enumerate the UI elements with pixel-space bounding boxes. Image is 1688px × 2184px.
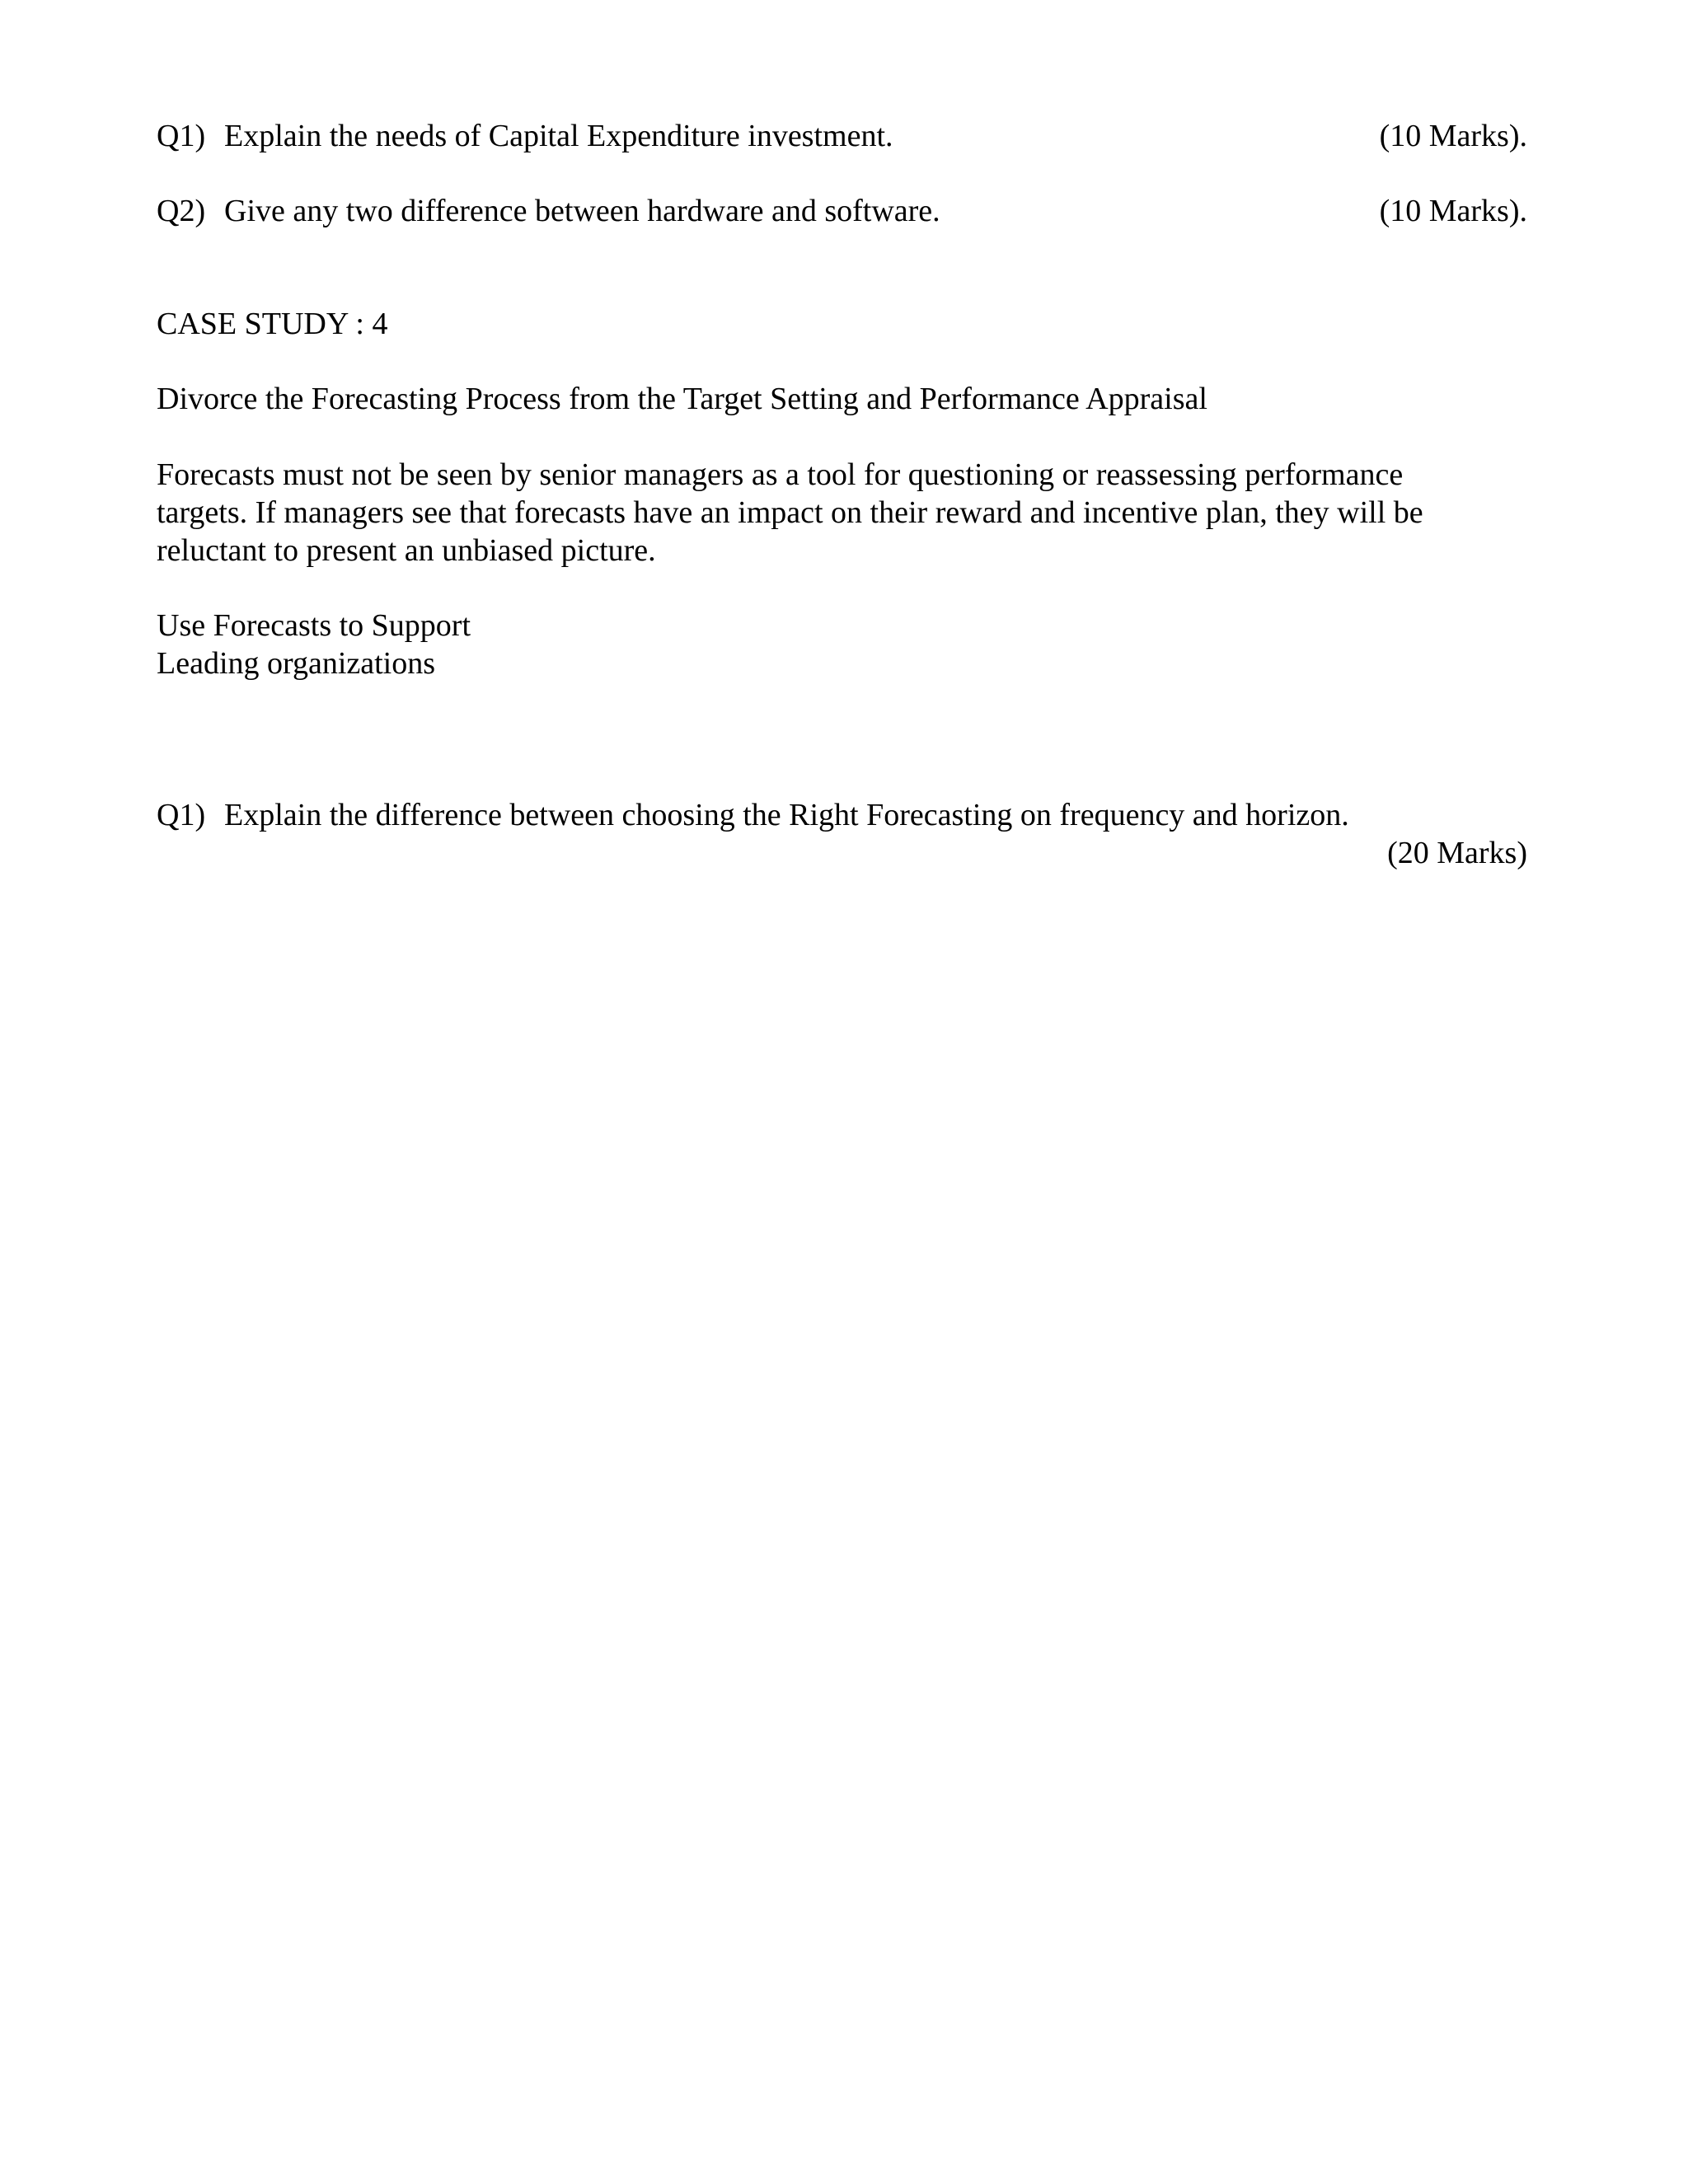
case-question-1-marks: (20 Marks) bbox=[1387, 836, 1527, 870]
case-study-heading: CASE STUDY : 4 bbox=[157, 307, 388, 341]
question-2-marks: (10 Marks). bbox=[1379, 194, 1527, 228]
question-2-number: Q2) bbox=[157, 194, 206, 228]
question-1-content bbox=[157, 117, 893, 155]
question-row-2 bbox=[157, 192, 1527, 230]
case-question-1-number: Q1) bbox=[157, 798, 206, 832]
case-question-1-text: Explain the difference between choosing the Right Forecasting on frequency and horizon. bbox=[224, 798, 1349, 832]
support-line-2: Leading organizations bbox=[157, 646, 436, 681]
paragraph-line-3: reluctant to present an unbiased picture. bbox=[157, 533, 656, 568]
case-study-title: Divorce the Forecasting Process from the Target Setting and Performance Appraisal bbox=[157, 382, 1207, 416]
question-2-content bbox=[157, 192, 940, 230]
support-line-1: Use Forecasts to Support bbox=[157, 608, 471, 643]
paragraph-line-1: Forecasts must not be seen by senior managers as a tool for questioning or reassessing performance bbox=[157, 457, 1404, 492]
question-1-number: Q1) bbox=[157, 119, 206, 153]
case-question-1 bbox=[157, 796, 1349, 834]
question-2-text: Give any two difference between hardware and software. bbox=[224, 194, 940, 228]
question-1-marks: (10 Marks). bbox=[1379, 119, 1527, 153]
question-row-1 bbox=[157, 117, 1527, 155]
question-1-text: Explain the needs of Capital Expenditure investment. bbox=[224, 119, 893, 153]
paragraph-line-2: targets. If managers see that forecasts have an impact on their reward and incentive plan, they will be bbox=[157, 495, 1423, 530]
